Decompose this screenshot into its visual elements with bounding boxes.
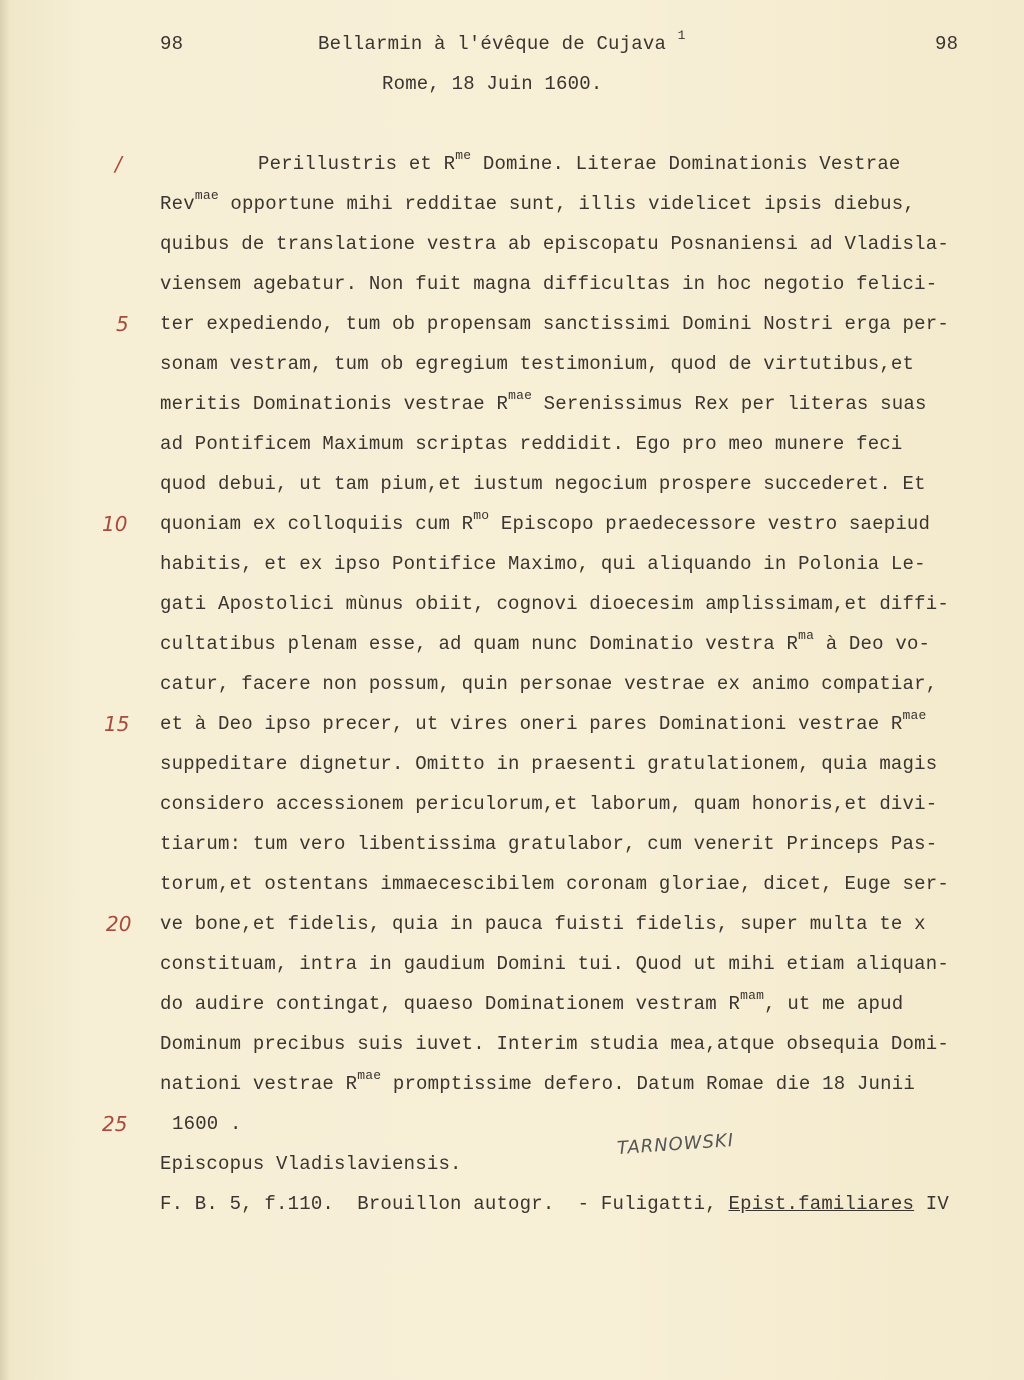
footnote-mark: 1	[677, 27, 686, 43]
body-line: 1600 .	[172, 1113, 242, 1135]
margin-number: 25	[102, 1112, 128, 1136]
body-line: constituam, intra in gaudium Domini tui. Quod ut mihi etiam aliquan-	[160, 953, 949, 975]
body-line: ad Pontificem Maximum scriptas reddidit. Ego pro meo munere feci	[160, 433, 903, 455]
margin-number: 5	[116, 312, 129, 336]
margin-number: 20	[106, 912, 132, 936]
body-line: torum,et ostentans immaecescibilem coronam gloriae, dicet, Euge ser-	[160, 873, 949, 895]
handwritten-name: TARNOWSKI	[616, 1129, 735, 1160]
body-line: do audire contingat, quaeso Dominationem vestram $R^{mam}$, ut me apud	[160, 987, 904, 1015]
body-line: gati Apostolici mùnus obiit, cognovi dioecesim amplissimam,et diffi-	[160, 593, 949, 615]
margin-number: /	[115, 152, 122, 176]
body-line: habitis, et ex ipso Pontifice Maximo, qui aliquando in Polonia Le-	[160, 553, 926, 575]
body-line: suppeditare dignetur. Omitto in praesenti gratulationem, quia magis	[160, 753, 938, 775]
body-line: quod debui, ut tam pium,et iustum negocium prospere succederet. Et	[160, 473, 926, 495]
body-line: considero accessionem periculorum,et laborum, quam honoris,et divi-	[160, 793, 938, 815]
signature-line: Episcopus Vladislaviensis.	[160, 1153, 462, 1175]
body-line: Rev$^{mae}$ opportune mihi redditae sunt, illis videlicet ipsis diebus,	[160, 187, 915, 215]
margin-number: 10	[102, 512, 128, 536]
page-number-right: 98	[935, 33, 959, 55]
body-line: quibus de translatione vestra ab episcopatu Posnaniensi ad Vladisla-	[160, 233, 949, 255]
body-line: meritis Dominationis vestrae $R^{mae}$ Serenissimus Rex per literas suas	[160, 387, 927, 415]
body-line: Dominum precibus suis iuvet. Interim studia mea,atque obsequia Domi-	[160, 1033, 949, 1055]
page-number-left: 98	[160, 33, 184, 55]
source-reference: F. B. 5, f.110. Brouillon autogr. - Fuligatti, Epist.familiares IV	[160, 1193, 949, 1215]
body-line: tiarum: tum vero libentissima gratulabor, cum venerit Princeps Pas-	[160, 833, 938, 855]
body-line: sonam vestram, tum ob egregium testimonium, quod de virtutibus,et	[160, 353, 915, 375]
letter-title: Bellarmin à l'évêque de Cujava $^1$	[318, 27, 686, 55]
body-line: nationi vestrae $R^{mae}$ promptissime defero. Datum Romae die 18 Junii	[160, 1067, 915, 1095]
body-line: cultatibus plenam esse, ad quam nunc Dominatio vestra $R^{ma}$ à Deo vo-	[160, 627, 931, 655]
margin-number: 15	[104, 712, 130, 736]
body-line: quoniam ex colloquiis cum $R^{mo}$ Episcopo praedecessore vestro saepiud	[160, 507, 931, 535]
body-line: catur, facere non possum, quin personae vestrae ex animo compatiar,	[160, 673, 938, 695]
work-title: Epist.familiares	[728, 1193, 915, 1215]
page-edge-shadow	[0, 0, 10, 1380]
body-line: viensem agebatur. Non fuit magna difficultas in hoc negotio felici-	[160, 273, 938, 295]
body-line: ve bone,et fidelis, quia in pauca fuisti fidelis, super multa te x	[160, 913, 926, 935]
body-line: ter expediendo, tum ob propensam sanctissimi Domini Nostri erga per-	[160, 313, 949, 335]
place-date: Rome, 18 Juin 1600.	[382, 73, 603, 95]
body-line: et à Deo ipso precer, ut vires oneri pares Dominationi vestrae $R^{mae}$	[160, 707, 927, 735]
body-line: Perillustris et $R^{me}$ Domine. Literae Dominationis Vestrae	[258, 147, 901, 175]
